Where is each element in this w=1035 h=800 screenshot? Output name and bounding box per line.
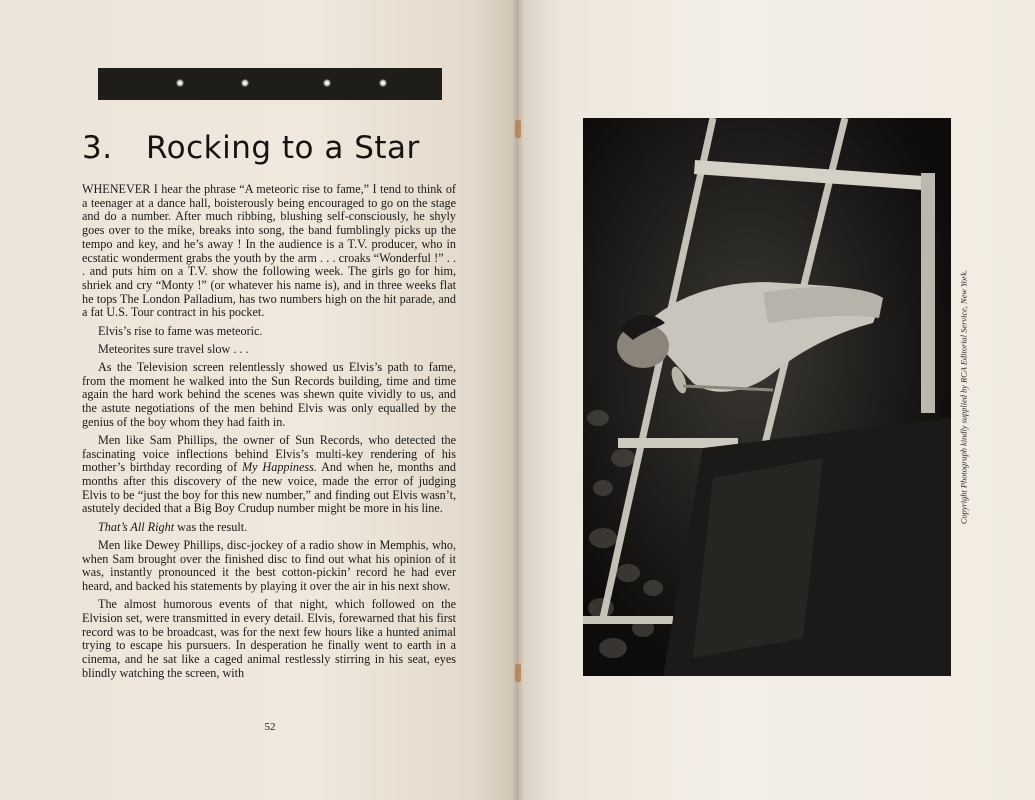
paragraph: WHENEVER I hear the phrase “A meteoric rise to fame,” I tend to think of a teenager at a dance hall, boisterously being encouraged to go on the stage and do a number. After much ribbing, blushing self-consciously, he shyly goes over to the mike, breaks into song, the band fumblingly picks up the tempo and key, and he’s away ! In the audience is a T.V. producer, who in ecstatic wonderment grabs the youth by the arm . . . croaks “Wonderful !” . . . and puts him on a T.V. show the following week. The girls go for him, shriek and cry “Monty !” (or whatever his name is), and in three weeks flat he tops The London Palladium, has two numbers high on the hit parade, and a fat U.S. Tour contract in his pocket. <box>82 182 456 320</box>
star-icon <box>241 79 249 87</box>
photo-caption <box>957 118 971 676</box>
photograph-image <box>583 118 951 676</box>
staple <box>515 664 521 682</box>
song-title: That’s All Right <box>98 519 175 534</box>
star-icon <box>379 79 387 87</box>
paragraph: Meteorites sure travel slow . . . <box>98 341 249 356</box>
paragraph: The almost humorous events of that night, which followed on the Elvision set, were transmitted in every detail. Elvis, forewarned that his first record was to be broadcast, was for the next few hours like a hunted animal trying to escape his pursuers. In desperation he finally went to earth in a cinema, and he sat like a caged animal restlessly stirring in his seat, eyes blindly watching the screen, with <box>82 597 456 680</box>
song-title: My Happiness. <box>242 460 317 475</box>
paragraph <box>82 434 456 516</box>
chapter-title: Rocking to a Star <box>146 130 420 166</box>
paragraph-text: And when he, months and months after this discovery of the new voice, made the error of judging Elvis to be “just the boy for this new number,” and finding out Elvis wasn’t, astutely decided that a Big Boy Crudup number might be more in his line. <box>82 460 456 516</box>
paragraph-text: was the result. <box>174 519 248 534</box>
paragraph: Elvis’s rise to fame was meteoric. <box>98 323 263 338</box>
chapter-body <box>82 183 456 685</box>
chapter-heading <box>82 130 462 166</box>
paragraph <box>82 521 456 535</box>
starry-banner <box>98 68 442 100</box>
paragraph-text: Men like Sam Phillips, the owner of Sun Records, who detected the fascinating voice inflections behind Elvis’s multi-key rendering of his mother’s birthday recording of <box>82 432 456 475</box>
star-icon <box>176 79 184 87</box>
paragraph: Men like Dewey Phillips, disc-jockey of a radio show in Memphis, who, when Sam brought over the finished disc to find out what his opinion of it was, instantly pronounced it the best cotton-pickin’ record he had ever heard, and backed his statements by playing it over the air in his next show. <box>82 537 456 593</box>
staple <box>515 120 521 138</box>
paragraph: As the Television screen relentlessly showed us Elvis’s path to fame, from the moment he walked into the Sun Records building, time and time again the hard work behind the scenes was shewn quite vividly to us, and the astute negotiations of the men behind Elvis was only equalled by the genius of the boy whom they had faith in. <box>82 359 456 429</box>
star-icon <box>323 79 331 87</box>
elvis-photograph <box>583 118 951 676</box>
page-number: 52 <box>264 721 276 733</box>
photo-credit: Copyright Photograph kindly supplied by RCA Editorial Service, New York. <box>959 269 969 525</box>
chapter-number: 3. <box>82 130 113 166</box>
